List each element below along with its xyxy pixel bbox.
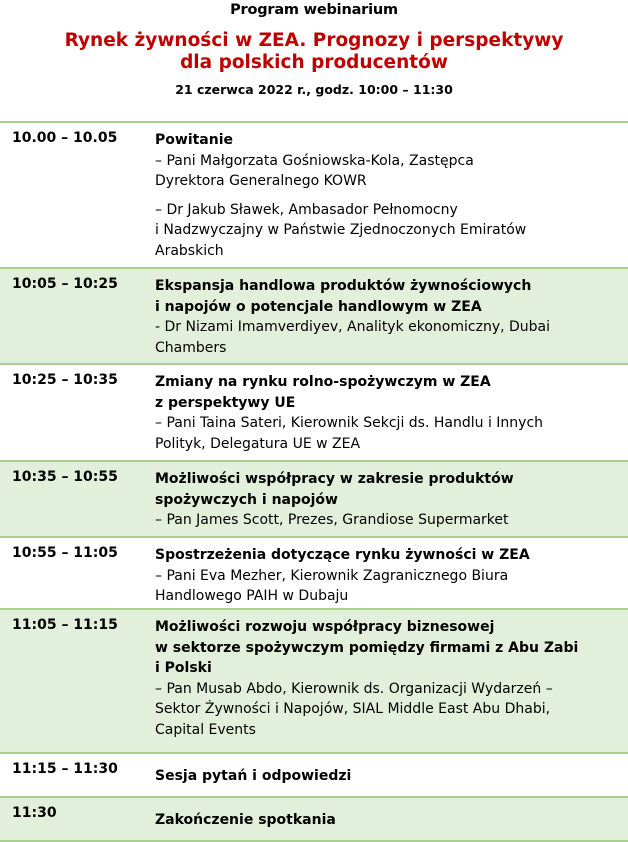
schedule-row: [0, 460, 628, 536]
session-topic-line: spożywczych i napojów: [155, 491, 338, 508]
session-time: 11:15 – 11:30: [12, 761, 118, 777]
session-time: 10:55 – 11:05: [12, 545, 118, 561]
title-line-1: Rynek żywności w ZEA. Prognozy i perspektywy: [64, 30, 564, 51]
title-line-2: dla polskich producentów: [180, 52, 448, 73]
session-content: [155, 469, 595, 531]
session-time: 11:30: [12, 805, 57, 821]
session-content: [155, 130, 595, 261]
speaker-line: – Dr Jakub Sławek, Ambasador Pełnomocny: [155, 201, 458, 218]
session-topic-line: Możliwości rozwoju współpracy biznesowej: [155, 619, 495, 635]
session-time: 10:25 – 10:35: [12, 372, 118, 388]
session-topic-line: i napojów o potencjale handlowym w ZEA: [155, 298, 482, 315]
schedule-row: [0, 121, 628, 267]
session-speaker: [155, 317, 595, 358]
speaker-line: – Pani Taina Sateri, Kierownik Sekcji ds. Handlu i Innych: [155, 415, 544, 431]
speaker-line: – Pani Małgorzata Gośniowska-Kola, Zastępca: [155, 152, 474, 169]
speaker-line: – Pan James Scott, Prezes, Grandiose Supermarket: [155, 512, 509, 528]
speaker-line: Chambers: [155, 339, 227, 356]
session-content: [155, 617, 595, 740]
session-topic-line: Spostrzeżenia dotyczące rynku żywności w ZEA: [155, 547, 530, 563]
schedule-row: [0, 608, 628, 752]
session-speaker: [155, 200, 595, 262]
session-topic-line: w sektorze spożywczym pomiędzy firmami z Abu Zabi: [155, 639, 579, 656]
program-label: Program webinarium: [230, 2, 398, 18]
speaker-line: Polityk, Delegatura UE w ZEA: [155, 435, 361, 452]
speaker-line: Dyrektora Generalnego KOWR: [155, 173, 367, 189]
speaker-line: – Pani Eva Mezher, Kierownik Zagranicznego Biura: [155, 567, 509, 584]
session-speaker: [155, 679, 595, 741]
session-topic-line: i Polski: [155, 660, 212, 676]
webinar-title: [0, 30, 628, 74]
session-topic-line: Ekspansja handlowa produktów żywnościowych: [155, 278, 532, 294]
schedule-row: [0, 536, 628, 608]
session-content: [155, 276, 595, 358]
session-content: [155, 372, 595, 454]
speaker-line: i Nadzwyczajny w Państwie Zjednoczonych Emiratów: [155, 222, 527, 238]
schedule-row: [0, 796, 628, 842]
schedule-row: [0, 752, 628, 796]
session-time: 10.00 – 10.05: [12, 130, 118, 146]
session-topic-line: z perspektywy UE: [155, 394, 296, 411]
session-topic-line: Zakończenie spotkania: [155, 812, 336, 828]
session-content: [155, 766, 595, 787]
speaker-line: Arabskich: [155, 242, 224, 259]
speaker-line: – Pan Musab Abdo, Kierownik ds. Organizacji Wydarzeń –: [155, 680, 553, 697]
speaker-line: Handlowego PAIH w Dubaju: [155, 588, 349, 604]
schedule-row: [0, 363, 628, 460]
session-topic-line: Sesja pytań i odpowiedzi: [155, 768, 352, 784]
session-topic-line: Zmiany na rynku rolno-spożywczym w ZEA: [155, 374, 491, 390]
session-topic-line: Powitanie: [155, 132, 234, 148]
session-speaker: [155, 566, 595, 607]
session-content: [155, 545, 595, 607]
session-content: [155, 810, 595, 831]
speaker-line: - Dr Nizami Imamverdiyev, Analityk ekonomiczny, Dubai: [155, 319, 551, 335]
session-speaker: [155, 510, 595, 531]
schedule-row: [0, 267, 628, 363]
session-topic-line: Możliwości współpracy w zakresie produktów: [155, 471, 514, 487]
session-time: 10:35 – 10:55: [12, 469, 118, 485]
schedule-table: [0, 121, 628, 842]
session-time: 11:05 – 11:15: [12, 617, 118, 633]
session-speaker: [155, 413, 595, 454]
speaker-line: Sektor Żywności i Napojów, SIAL Middle East Abu Dhabi,: [155, 701, 551, 717]
session-speaker: [155, 151, 595, 192]
webinar-date: 21 czerwca 2022 r., godz. 10:00 – 11:30: [175, 82, 453, 97]
speaker-line: Capital Events: [155, 721, 256, 738]
session-time: 10:05 – 10:25: [12, 276, 118, 292]
